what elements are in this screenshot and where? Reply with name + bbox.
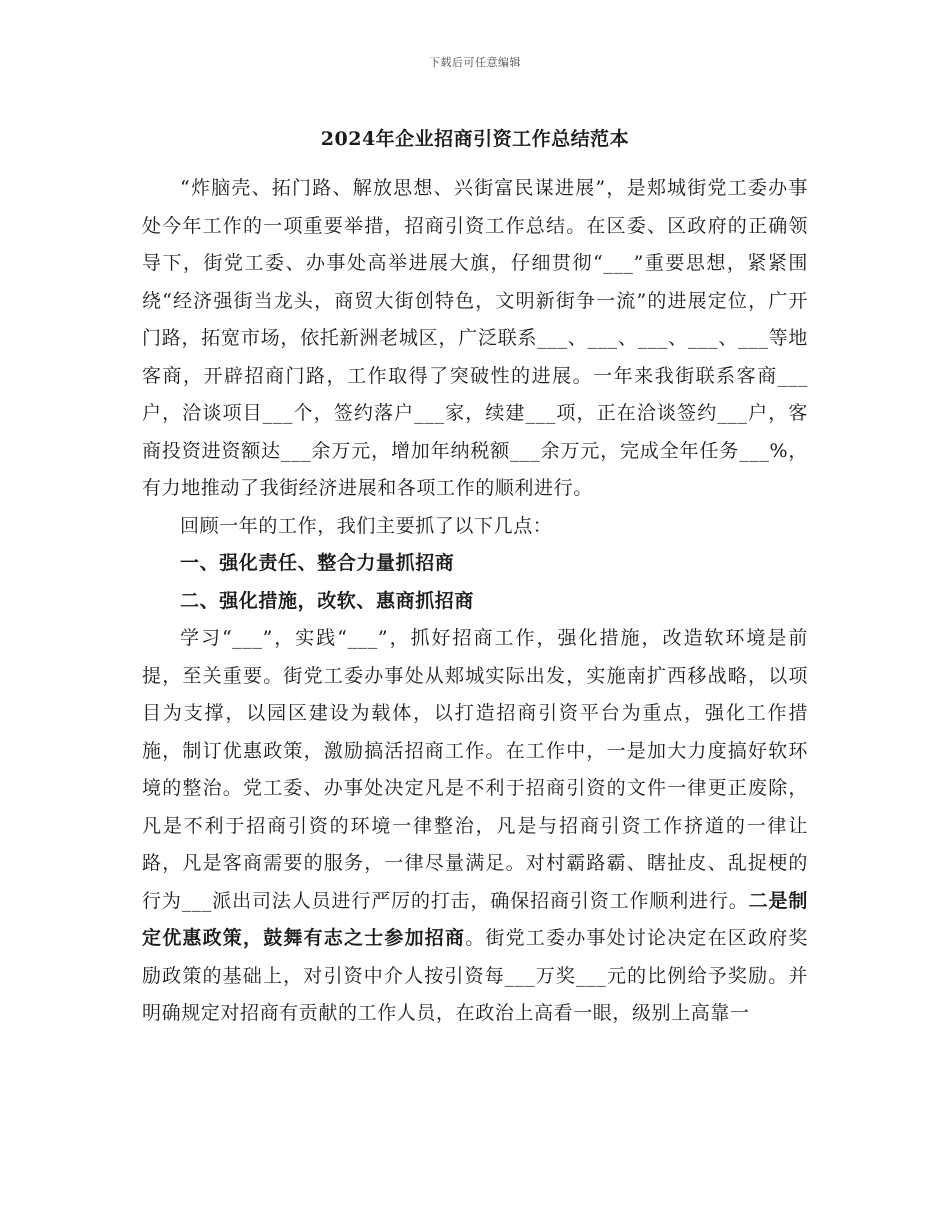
document-title: 2024年企业招商引资工作总结范本 xyxy=(320,128,630,150)
paragraph-text: 。街党工委办事处讨论决定在区政府奖励政策的基础上，对引资中介人按引资每___万奖___元的比例给予奖励。并明确规定对招商有贡献的工作人员，在政治上高看一眼，级别上高靠一 xyxy=(142,927,808,1024)
document-body xyxy=(142,170,808,1033)
paragraph xyxy=(142,620,808,1033)
page-header-note: 下载后可任意编辑 xyxy=(429,56,521,69)
section-heading: 二、强化措施，改软、惠商抓招商 xyxy=(180,589,475,612)
paragraph: 回顾一年的工作，我们主要抓了以下几点： xyxy=(180,514,553,537)
section-heading: 一、强化责任、整合力量抓招商 xyxy=(180,552,455,574)
paragraph-bold-text: 二是制定优惠政策，鼓舞有志之士参加招商 xyxy=(142,889,808,949)
paragraph: “炸脑壳、拓门路、解放思想、兴街富民谋进展”，是郏城街党工委办事处今年工作的一项重要举措，招商引资工作总结。在区委、区政府的正确领导下，街党工委、办事处高举进展大旗，仔细贯彻“___”重要思想，紧紧围绕“经济强街当龙头，商贸大街创特色，文明新街争一流”的进展定位，广开门路，拓宽市场，依托新洲老城区，广泛联系___、___、___、___、___等地客商，开辟招商门路，工作取得了突破性的进展。一年来我街联系客商___户，洽谈项目___个，签约落户___家，续建___项，正在洽谈签约___户，客商投资进资额达___余万元，增加年纳税额___余万元，完成全年任务___%，有力地推动了我街经济进展和各项工作的顺利进行。 xyxy=(142,177,808,499)
paragraph-text: 学习“___”，实践“___”，抓好招商工作，强化措施，改造软环境是前提，至关重要。街党工委办事处从郏城实际出发，实施南扩西移战略，以项目为支撑，以园区建设为载体，以打造招商引资平台为重点，强化工作措施，制订优惠政策，激励搞活招商工作。在工作中，一是加大力度搞好软环境的整治。党工委、办事处决定凡是不利于招商引资的文件一律更正废除，凡是不利于招商引资的环境一律整治，凡是与招商引资工作挤道的一律让路，凡是客商需要的服务，一律尽量满足。对村霸路霸、瞎扯皮、乱捉梗的行为___派出司法人员进行严厉的打击，确保招商引资工作顺利进行。 xyxy=(142,627,808,912)
